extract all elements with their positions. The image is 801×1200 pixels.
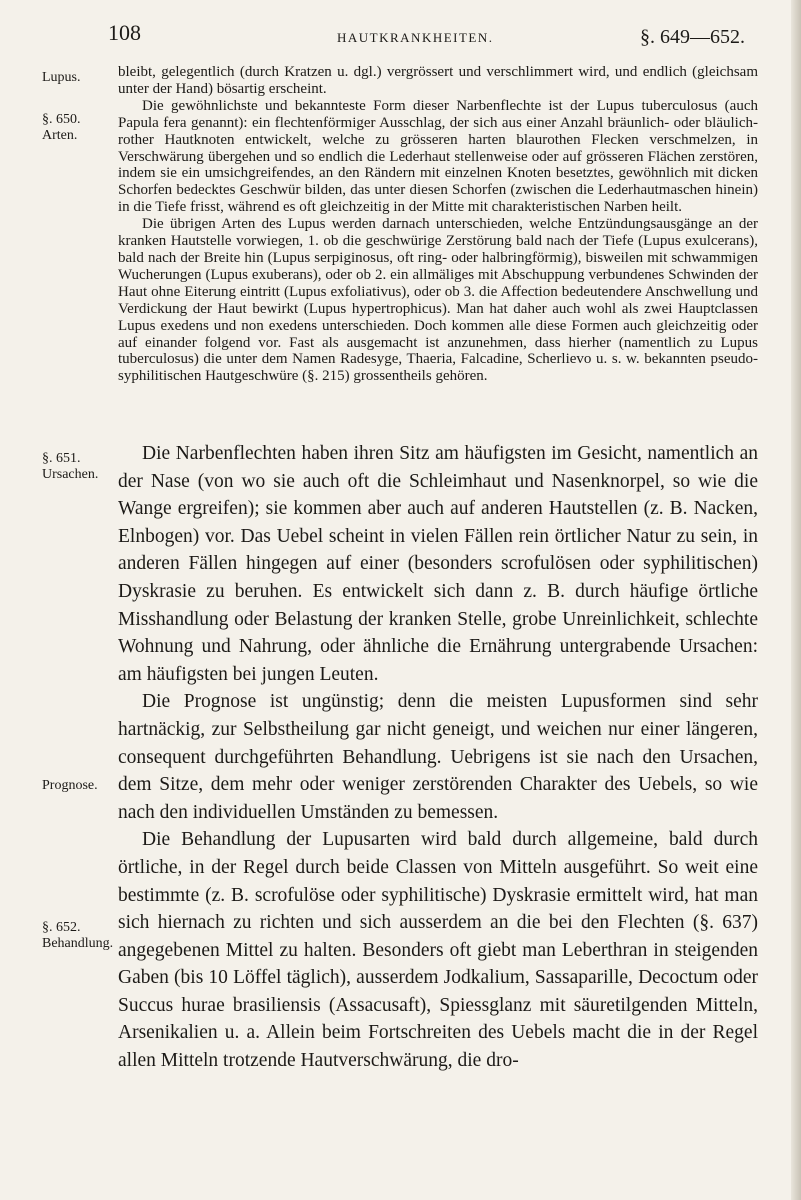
paragraph-behandlung: Die Behandlung der Lupusarten wird bald durch allgemeine, bald durch örtliche, in der Regel durch beide Classen von Mitteln ausgeführt. So weit eine bestimmte (z. B. scrofulöse oder syphilitische) Dyskrasie ermittelt wird, hat man sich hiernach zu richten und sich ausserdem an die bei den Flechten (§. 637) angegebenen Mittel zu halten. Besonders oft giebt man Leberthran in steigenden Gaben (bis 10 Löffel täglich), ausserdem Jodkalium, Sassaparille, Decoctum oder Succus hurae brasiliensis (Assacusaft), Spiessglanz mit säuretilgenden Mitteln, Arsenikalien u. a. Allein beim Fortschreiten des Uebels macht die in der Regel allen Mitteln trotzende Hautverschwärung, die dro-: [118, 829, 758, 1072]
margin-note-arten: Arten.: [42, 128, 78, 143]
page-edge-shadow: [791, 0, 801, 1200]
paragraph-continuation: bleibt, gelegentlich (durch Kratzen u. dgl.) vergrössert und verschlimmert wird, und endlich (gleichsam unter der Hand) bösartig erscheint.: [118, 64, 758, 97]
margin-note-behandlung: Behandlung.: [42, 936, 114, 951]
margin-note-s651: §. 651.: [42, 451, 81, 466]
main-text-block: [118, 440, 758, 1075]
paragraph-ursachen: Die Narbenflechten haben ihren Sitz am häufigsten im Gesicht, namentlich an der Nase (von wo sie auch oft die Schleimhaut und Nasenknorpel, so wie die Wange ergreifen); sie kommen aber auch auf anderen Hautstellen (z. B. Nacken, Elnbogen) vor. Das Uebel scheint in vielen Fällen rein örtlicher Natur zu sein, in anderen Fällen hingegen auf einer (besonders scrofulösen oder syphilitischen) Dyskrasie zu beruhen. Es entwickelt sich dann z. B. durch häufige örtliche Misshandlung oder Belastung der kranken Stelle, grobe Unreinlichkeit, schlechte Wohnung und Nahrung, oder ähnliche die Ernährung untergrabende Ursachen: am häufigsten bei jungen Leuten.: [118, 443, 758, 685]
page-header: [0, 12, 801, 52]
margin-note-ursachen: Ursachen.: [42, 467, 99, 482]
page-number: 108: [108, 20, 141, 45]
margin-note-s652: §. 652.: [42, 920, 81, 935]
section-range: §. 649—652.: [640, 26, 745, 48]
paragraph-lupus-tuberculosus: Die gewöhnlichste und bekannteste Form dieser Narbenflechte ist der Lupus tuberculosus (auch Papula fera genannt): ein flechtenförmiger Ausschlag, der sich aus einer Anzahl bräunlich- oder bläulich-rother Hautknoten entwickelt, welche zu grösseren harten blaurothen Flecken verschmelzen, in Verschwärung übergehen und so endlich die Lederhaut stellenweise oder auf grösseren Flächen zerstören, indem sie ein umsichgreifendes, an den Rändern mit einzelnen Knoten besetztes, gewöhnlich mit dicken Schorfen bedecktes Geschwür bilden, das unter diesen Schorfen (zwischen die Lederhautmaschen hinein) in die Tiefe frisst, während es oft gleichzeitig in der Mitte mit charakteristischen Narben heilt.: [118, 97, 758, 216]
margin-note-prognose: Prognose.: [42, 778, 98, 793]
paragraph-prognose: Die Prognose ist ungünstig; denn die meisten Lupusformen sind sehr hartnäckig, zur Selbstheilung gar nicht geneigt, und weichen nur einer längeren, consequent durchgeführten Behandlung. Uebrigens ist sie nach den Ursachen, dem Sitze, dem mehr oder weniger zerstörenden Charakter des Uebels, so wie nach den individuellen Umständen zu bemessen.: [118, 691, 758, 823]
paragraph-lupus-arten: Die übrigen Arten des Lupus werden darnach unterschieden, welche Entzündungsausgänge an der kranken Hautstelle vorwiegen, 1. ob die geschwürige Zerstörung bald nach der Tiefe (Lupus exulcerans), bald nach der Breite hin (Lupus serpiginosus, oft ring- oder halbringförmig), bisweilen mit schwammigen Wucherungen (Lupus exuberans), oder ob 2. ein allmäliges mit Abschuppung verbundenes Schwinden der Haut ohne Eiterung eintritt (Lupus exfoliativus), oder ob 3. die Affection bedeutendere Anschwellung und Verdickung der Haut bewirkt (Lupus hypertrophicus). Man hat daher auch wohl als zwei Hauptclassen Lupus exedens und non exedens unterschieden. Doch kommen alle diese Formen auch gleichzeitig oder auf einander folgend vor. Fast als ausgemacht ist anzunehmen, dass hierher (namentlich zu Lupus tuberculosus) die unter dem Namen Radesyge, Thaeria, Falcadine, Scherlievo u. s. w. bekannten pseudo-syphilitischen Hautgeschwüre (§. 215) grossentheils gehören.: [118, 216, 758, 385]
small-print-block: [118, 64, 758, 385]
running-head: HAUTKRANKHEITEN.: [337, 30, 494, 45]
margin-note-s650: §. 650.: [42, 112, 81, 127]
margin-note-lupus: Lupus.: [42, 70, 81, 85]
